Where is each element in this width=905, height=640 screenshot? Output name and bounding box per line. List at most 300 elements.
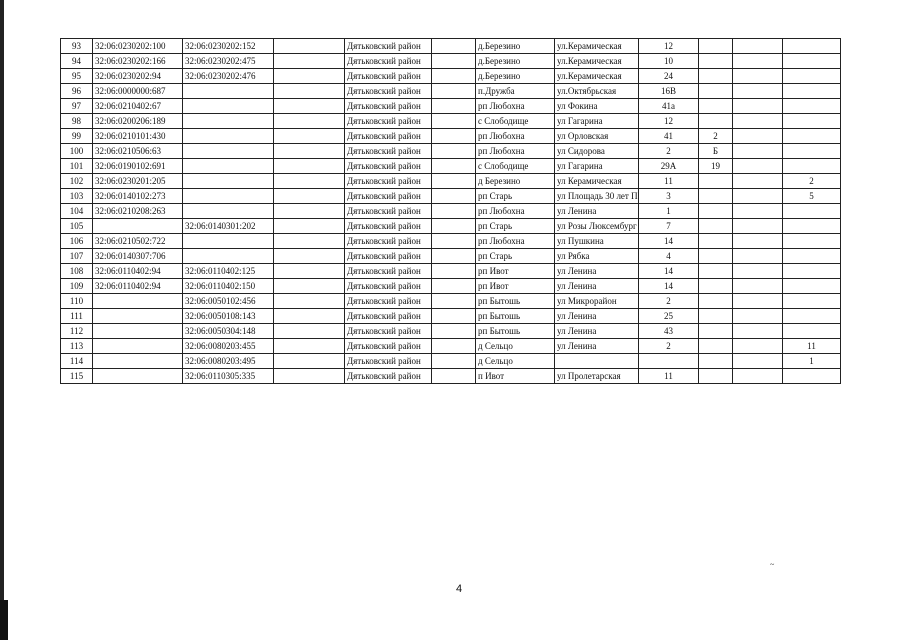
cell-d: 2	[699, 129, 733, 144]
table-row	[61, 54, 841, 69]
cell-num: 95	[61, 69, 93, 84]
cell-settlement: д Сельцо	[476, 354, 555, 369]
cell-house: 7	[639, 219, 699, 234]
cell-street: ул.Керамическая	[555, 69, 639, 84]
cell-street: ул Гагарина	[555, 159, 639, 174]
cell-cad2: 32:06:0080203:455	[183, 339, 274, 354]
cell-cad2	[183, 189, 274, 204]
cell-cad2	[183, 159, 274, 174]
cell-settlement: с Слободище	[476, 114, 555, 129]
cell-blank	[274, 144, 345, 159]
cell-f	[783, 279, 841, 294]
cell-e	[733, 219, 783, 234]
cell-street: ул Микрорайон	[555, 294, 639, 309]
cell-e	[733, 174, 783, 189]
cell-street: ул Площадь 30 лет П	[555, 189, 639, 204]
table-row	[61, 114, 841, 129]
cell-settlement: рп Бытошь	[476, 294, 555, 309]
cell-e	[733, 264, 783, 279]
cell-d	[699, 324, 733, 339]
cell-house: 2	[639, 144, 699, 159]
cell-cad1: 32:06:0230202:166	[93, 54, 183, 69]
cell-cad2	[183, 99, 274, 114]
cell-house: 11	[639, 174, 699, 189]
cell-district: Дятьковский район	[345, 204, 432, 219]
cell-f	[783, 204, 841, 219]
cell-cad2: 32:06:0230202:476	[183, 69, 274, 84]
cell-street: ул Ленина	[555, 264, 639, 279]
cell-num: 112	[61, 324, 93, 339]
cell-e	[733, 279, 783, 294]
cell-house	[639, 354, 699, 369]
cell-blank	[274, 174, 345, 189]
cell-d	[699, 219, 733, 234]
cell-num: 100	[61, 144, 93, 159]
cell-d	[699, 234, 733, 249]
cell-settlement: п.Дружба	[476, 84, 555, 99]
scan-edge	[0, 0, 4, 640]
cell-blank	[274, 264, 345, 279]
cell-f: 11	[783, 339, 841, 354]
cell-f: 2	[783, 174, 841, 189]
cell-d	[699, 294, 733, 309]
cell-d	[699, 339, 733, 354]
cell-blank2	[432, 264, 476, 279]
cell-num: 107	[61, 249, 93, 264]
cell-num: 106	[61, 234, 93, 249]
cell-e	[733, 39, 783, 54]
cell-num: 105	[61, 219, 93, 234]
cell-f	[783, 264, 841, 279]
cell-house: 12	[639, 114, 699, 129]
cell-settlement: д.Березино	[476, 54, 555, 69]
cell-cad1	[93, 354, 183, 369]
cell-street: ул Розы Люксембург	[555, 219, 639, 234]
cell-settlement: рп Любохна	[476, 99, 555, 114]
cell-house: 14	[639, 279, 699, 294]
cell-street: ул Фокина	[555, 99, 639, 114]
cell-d	[699, 69, 733, 84]
cell-cad2	[183, 249, 274, 264]
cell-num: 115	[61, 369, 93, 384]
cell-district: Дятьковский район	[345, 114, 432, 129]
table-row	[61, 189, 841, 204]
cell-district: Дятьковский район	[345, 264, 432, 279]
cell-f	[783, 114, 841, 129]
cell-blank2	[432, 144, 476, 159]
cell-street: ул Ленина	[555, 279, 639, 294]
cell-f	[783, 324, 841, 339]
cell-settlement: рп Старь	[476, 189, 555, 204]
cell-blank2	[432, 249, 476, 264]
cell-district: Дятьковский район	[345, 294, 432, 309]
property-register-table	[60, 38, 841, 384]
cell-cad1: 32:06:0140307:706	[93, 249, 183, 264]
cell-blank2	[432, 174, 476, 189]
cell-e	[733, 294, 783, 309]
cell-district: Дятьковский район	[345, 324, 432, 339]
table-row	[61, 309, 841, 324]
cell-street	[555, 354, 639, 369]
cell-e	[733, 144, 783, 159]
cell-settlement: рп Любохна	[476, 129, 555, 144]
cell-d	[699, 264, 733, 279]
cell-f	[783, 39, 841, 54]
cell-blank	[274, 69, 345, 84]
cell-district: Дятьковский район	[345, 144, 432, 159]
cell-district: Дятьковский район	[345, 99, 432, 114]
cell-district: Дятьковский район	[345, 249, 432, 264]
table-row	[61, 99, 841, 114]
cell-cad1: 32:06:0210502:722	[93, 234, 183, 249]
cell-cad2: 32:06:0110402:125	[183, 264, 274, 279]
cell-blank2	[432, 99, 476, 114]
cell-blank2	[432, 219, 476, 234]
cell-settlement: д Березино	[476, 174, 555, 189]
cell-e	[733, 354, 783, 369]
cell-settlement: рп Старь	[476, 219, 555, 234]
cell-street: ул Рябка	[555, 249, 639, 264]
cell-cad2: 32:06:0230202:152	[183, 39, 274, 54]
cell-d	[699, 189, 733, 204]
cell-street: ул Ленина	[555, 204, 639, 219]
cell-blank2	[432, 114, 476, 129]
cell-blank	[274, 354, 345, 369]
cell-house: 29А	[639, 159, 699, 174]
cell-house: 2	[639, 339, 699, 354]
table-row	[61, 204, 841, 219]
table-row	[61, 234, 841, 249]
cell-settlement: рп Бытошь	[476, 324, 555, 339]
cell-blank	[274, 54, 345, 69]
table-row	[61, 294, 841, 309]
cell-blank	[274, 369, 345, 384]
cell-d	[699, 354, 733, 369]
cell-f	[783, 99, 841, 114]
cell-street: ул Орловская	[555, 129, 639, 144]
cell-num: 96	[61, 84, 93, 99]
cell-blank	[274, 219, 345, 234]
cell-blank	[274, 129, 345, 144]
scan-mark: ~	[770, 560, 775, 569]
cell-cad1	[93, 369, 183, 384]
cell-district: Дятьковский район	[345, 84, 432, 99]
cell-f: 1	[783, 354, 841, 369]
table-row	[61, 174, 841, 189]
cell-e	[733, 339, 783, 354]
cell-f	[783, 309, 841, 324]
cell-e	[733, 204, 783, 219]
cell-blank2	[432, 54, 476, 69]
cell-d	[699, 369, 733, 384]
cell-e	[733, 159, 783, 174]
cell-cad1: 32:06:0210402:67	[93, 99, 183, 114]
table-row	[61, 339, 841, 354]
cell-cad1	[93, 309, 183, 324]
cell-district: Дятьковский район	[345, 354, 432, 369]
cell-cad2: 32:06:0080203:495	[183, 354, 274, 369]
cell-blank	[274, 294, 345, 309]
cell-blank	[274, 39, 345, 54]
cell-blank2	[432, 189, 476, 204]
cell-blank2	[432, 279, 476, 294]
cell-cad1: 32:06:0200206:189	[93, 114, 183, 129]
cell-num: 102	[61, 174, 93, 189]
cell-blank2	[432, 369, 476, 384]
cell-d	[699, 84, 733, 99]
cell-settlement: рп Ивот	[476, 264, 555, 279]
cell-street: ул Пушкина	[555, 234, 639, 249]
cell-blank2	[432, 159, 476, 174]
cell-settlement: рп Любохна	[476, 234, 555, 249]
cell-house: 2	[639, 294, 699, 309]
cell-cad2	[183, 204, 274, 219]
cell-num: 108	[61, 264, 93, 279]
cell-blank2	[432, 234, 476, 249]
cell-district: Дятьковский район	[345, 39, 432, 54]
cell-blank2	[432, 69, 476, 84]
cell-cad2: 32:06:0230202:475	[183, 54, 274, 69]
cell-cad1: 32:06:0230202:94	[93, 69, 183, 84]
cell-house: 24	[639, 69, 699, 84]
cell-district: Дятьковский район	[345, 54, 432, 69]
cell-num: 101	[61, 159, 93, 174]
register-body	[61, 39, 841, 384]
cell-num: 109	[61, 279, 93, 294]
table-row	[61, 84, 841, 99]
cell-street: ул.Керамическая	[555, 54, 639, 69]
cell-cad1: 32:06:0110402:94	[93, 279, 183, 294]
cell-num: 113	[61, 339, 93, 354]
cell-f	[783, 234, 841, 249]
cell-num: 98	[61, 114, 93, 129]
cell-blank	[274, 339, 345, 354]
cell-cad1: 32:06:0210506:63	[93, 144, 183, 159]
cell-house: 25	[639, 309, 699, 324]
cell-cad2: 32:06:0050102:456	[183, 294, 274, 309]
cell-house: 41а	[639, 99, 699, 114]
cell-cad2	[183, 234, 274, 249]
cell-d	[699, 249, 733, 264]
cell-blank2	[432, 129, 476, 144]
cell-cad1: 32:06:0230202:100	[93, 39, 183, 54]
cell-district: Дятьковский район	[345, 159, 432, 174]
cell-f: 5	[783, 189, 841, 204]
cell-cad2	[183, 114, 274, 129]
cell-cad1: 32:06:0000000:687	[93, 84, 183, 99]
cell-f	[783, 294, 841, 309]
cell-house: 43	[639, 324, 699, 339]
cell-blank2	[432, 309, 476, 324]
table-row	[61, 354, 841, 369]
cell-blank2	[432, 294, 476, 309]
cell-e	[733, 309, 783, 324]
cell-street: ул Ленина	[555, 309, 639, 324]
cell-settlement: рп Бытошь	[476, 309, 555, 324]
cell-e	[733, 129, 783, 144]
cell-num: 93	[61, 39, 93, 54]
cell-d	[699, 99, 733, 114]
cell-district: Дятьковский район	[345, 219, 432, 234]
cell-e	[733, 69, 783, 84]
table-row	[61, 129, 841, 144]
cell-cad2: 32:06:0110305:335	[183, 369, 274, 384]
table-row	[61, 69, 841, 84]
table-row	[61, 144, 841, 159]
cell-d	[699, 309, 733, 324]
cell-street: ул.Октябрьская	[555, 84, 639, 99]
cell-cad2	[183, 84, 274, 99]
page-number: 4	[456, 583, 463, 595]
cell-settlement: д.Березино	[476, 39, 555, 54]
cell-f	[783, 219, 841, 234]
cell-blank	[274, 279, 345, 294]
cell-street: ул Пролетарская	[555, 369, 639, 384]
cell-house: 4	[639, 249, 699, 264]
cell-e	[733, 324, 783, 339]
cell-f	[783, 69, 841, 84]
cell-num: 104	[61, 204, 93, 219]
table-row	[61, 159, 841, 174]
cell-cad1	[93, 294, 183, 309]
cell-e	[733, 189, 783, 204]
cell-settlement: рп Любохна	[476, 204, 555, 219]
cell-settlement: с Слободище	[476, 159, 555, 174]
cell-blank	[274, 159, 345, 174]
cell-district: Дятьковский район	[345, 339, 432, 354]
cell-house: 3	[639, 189, 699, 204]
cell-street: ул.Керамическая	[555, 39, 639, 54]
table-row	[61, 324, 841, 339]
cell-district: Дятьковский район	[345, 129, 432, 144]
cell-f	[783, 129, 841, 144]
cell-cad1: 32:06:0230201:205	[93, 174, 183, 189]
cell-e	[733, 84, 783, 99]
cell-blank	[274, 99, 345, 114]
cell-settlement: рп Старь	[476, 249, 555, 264]
cell-blank	[274, 309, 345, 324]
cell-blank	[274, 84, 345, 99]
cell-street: ул Ленина	[555, 339, 639, 354]
cell-district: Дятьковский район	[345, 369, 432, 384]
cell-settlement: рп Ивот	[476, 279, 555, 294]
cell-d	[699, 174, 733, 189]
cell-d	[699, 114, 733, 129]
cell-cad2	[183, 144, 274, 159]
cell-e	[733, 99, 783, 114]
cell-cad2: 32:06:0050108:143	[183, 309, 274, 324]
table-row	[61, 39, 841, 54]
cell-f	[783, 54, 841, 69]
table-row	[61, 219, 841, 234]
cell-blank2	[432, 84, 476, 99]
cell-cad1: 32:06:0140102:273	[93, 189, 183, 204]
cell-cad1: 32:06:0210101:430	[93, 129, 183, 144]
cell-settlement: рп Любохна	[476, 144, 555, 159]
cell-blank2	[432, 339, 476, 354]
cell-house: 12	[639, 39, 699, 54]
cell-e	[733, 234, 783, 249]
cell-blank	[274, 189, 345, 204]
cell-street: ул Ленина	[555, 324, 639, 339]
cell-blank2	[432, 39, 476, 54]
cell-cad1	[93, 339, 183, 354]
cell-house: 41	[639, 129, 699, 144]
cell-d	[699, 279, 733, 294]
cell-cad1: 32:06:0190102:691	[93, 159, 183, 174]
cell-blank	[274, 234, 345, 249]
cell-cad2: 32:06:0050304:148	[183, 324, 274, 339]
cell-street: ул Гагарина	[555, 114, 639, 129]
cell-d	[699, 204, 733, 219]
cell-d: 19	[699, 159, 733, 174]
cell-e	[733, 54, 783, 69]
scan-edge-bottom	[0, 600, 8, 640]
cell-settlement: п Ивот	[476, 369, 555, 384]
cell-d	[699, 39, 733, 54]
table-row	[61, 264, 841, 279]
cell-blank2	[432, 354, 476, 369]
cell-cad1	[93, 219, 183, 234]
cell-f	[783, 144, 841, 159]
cell-blank2	[432, 204, 476, 219]
cell-settlement: д.Березино	[476, 69, 555, 84]
cell-d	[699, 54, 733, 69]
cell-cad2	[183, 174, 274, 189]
cell-f	[783, 369, 841, 384]
cell-street: ул Керамическая	[555, 174, 639, 189]
cell-blank	[274, 249, 345, 264]
cell-district: Дятьковский район	[345, 279, 432, 294]
cell-num: 99	[61, 129, 93, 144]
cell-house: 10	[639, 54, 699, 69]
cell-num: 103	[61, 189, 93, 204]
cell-blank	[274, 324, 345, 339]
cell-num: 111	[61, 309, 93, 324]
cell-district: Дятьковский район	[345, 69, 432, 84]
cell-num: 110	[61, 294, 93, 309]
cell-blank	[274, 204, 345, 219]
cell-district: Дятьковский район	[345, 234, 432, 249]
cell-house: 1	[639, 204, 699, 219]
cell-d: Б	[699, 144, 733, 159]
cell-street: ул Сидорова	[555, 144, 639, 159]
cell-house: 16В	[639, 84, 699, 99]
cell-settlement: д Сельцо	[476, 339, 555, 354]
cell-num: 97	[61, 99, 93, 114]
cell-blank2	[432, 324, 476, 339]
table-row	[61, 279, 841, 294]
table-row	[61, 369, 841, 384]
cell-cad2: 32:06:0110402:150	[183, 279, 274, 294]
cell-blank	[274, 114, 345, 129]
cell-cad2: 32:06:0140301:202	[183, 219, 274, 234]
cell-f	[783, 84, 841, 99]
cell-e	[733, 114, 783, 129]
cell-district: Дятьковский район	[345, 189, 432, 204]
cell-cad1: 32:06:0110402:94	[93, 264, 183, 279]
cell-e	[733, 249, 783, 264]
table-row	[61, 249, 841, 264]
cell-cad2	[183, 129, 274, 144]
cell-e	[733, 369, 783, 384]
cell-f	[783, 159, 841, 174]
cell-num: 114	[61, 354, 93, 369]
cell-num: 94	[61, 54, 93, 69]
cell-house: 11	[639, 369, 699, 384]
cell-cad1: 32:06:0210208:263	[93, 204, 183, 219]
cell-district: Дятьковский район	[345, 174, 432, 189]
